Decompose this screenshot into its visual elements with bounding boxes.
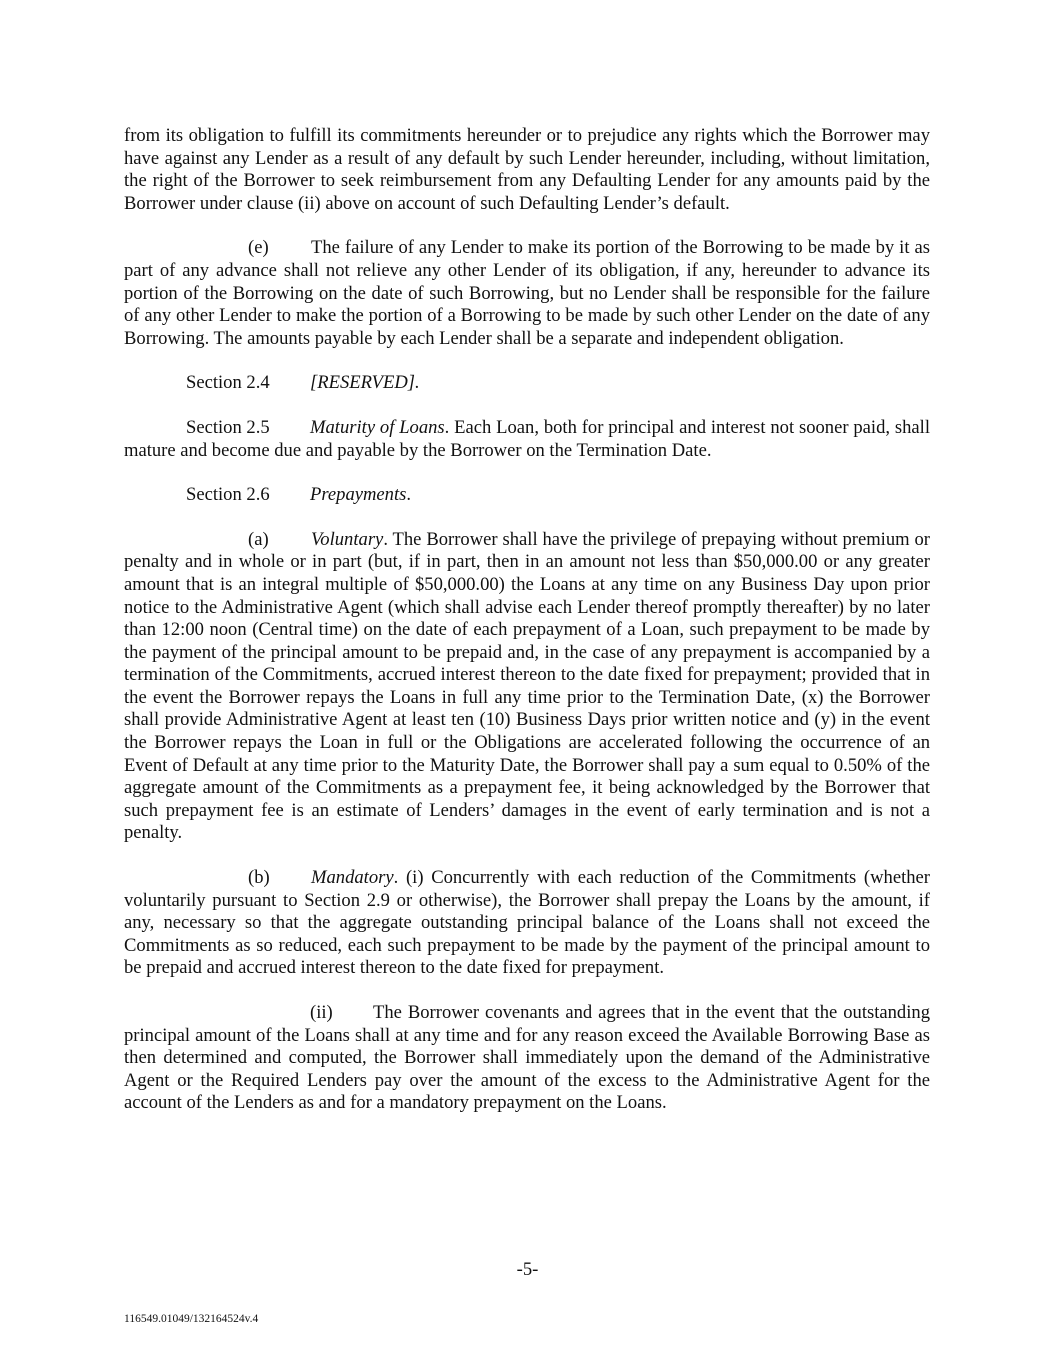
- document-id: 116549.01049/132164524v.4: [124, 1313, 259, 1325]
- paragraph-ii: [124, 1002, 930, 1115]
- document-body: [124, 125, 930, 1137]
- paragraph-text: . The Borrower shall have the privilege of prepaying without premium or penalty and in whole or in part (but, if in part, then in an amount not less than $50,000.00 or any greater amount that is an integral multiple of $50,000.00) the Loans at any time on any Business Day upon prior notice to the Administrative Agent (which shall advise each Lender thereof promptly thereafter) by no later than 12:00 noon (Central time) on the date of each prepayment of a Loan, such prepayment to be made by the payment of the principal amount to be prepaid and, in the case of any prepayment is accompanied by a termination of the Commitments, accrued interest thereon to the date fixed for prepayment; provided that in the event the Borrower repays the Loans in full any time prior to the Termination Date, (x) the Borrower shall provide Administrative Agent at least ten (10) Business Days prior written notice and (y) in the event the Borrower repays the Loan in full or the Obligations are accelerated following the occurrence of an Event of Default at any time prior to the Maturity Date, the Borrower shall pay a sum equal to 0.50% of the aggregate amount of the Commitments as a prepayment fee, it being acknowledged by the Borrower that such prepayment fee is an estimate of Lenders’ damages in the event of early termination and is not a penalty.: [124, 528, 930, 844]
- page-number: -5-: [516, 1259, 539, 1280]
- section-number: Section 2.5: [186, 416, 270, 438]
- section-number: Section 2.4: [186, 372, 270, 394]
- clause-label: (a): [248, 528, 269, 550]
- clause-label: (b): [248, 867, 270, 889]
- paragraph-continuation: [124, 125, 930, 215]
- section-number: Section 2.6: [186, 484, 270, 506]
- section-2-4: [124, 372, 930, 395]
- clause-title: Mandatory: [311, 867, 394, 889]
- clause-title: Voluntary: [311, 528, 384, 550]
- section-text: . Each Loan, both for principal and interest not sooner paid, shall mature and become due and payable by the Borrower on the Termination Date.: [124, 416, 930, 461]
- section-title: Maturity of Loans: [310, 416, 445, 438]
- section-title-period: .: [406, 484, 412, 506]
- paragraph-text: . (i) Concurrently with each reduction of the Commitments (whether voluntarily pursuant to Section 2.9 or otherwise), the Borrower shall prepay the Loans by the amount, if any, necessary so that the aggregate outstanding principal balance of the Loans shall not exceed the Commitments as so reduced, each such prepayment to be made by the payment of the principal amount to be prepaid and accrued interest thereon to the date fixed for prepayment.: [124, 867, 930, 979]
- paragraph-text: from its obligation to fulfill its commitments hereunder or to prejudice any rights which the Borrower may have against any Lender as a result of any default by such Lender hereunder, including, without limitation, the right of the Borrower to seek reimbursement from any Defaulting Lender for any amounts paid by the Borrower under clause (ii) above on account of such Defaulting Lender’s default.: [124, 125, 930, 214]
- section-title: Prepayments: [310, 484, 407, 506]
- paragraph-e: [124, 237, 930, 350]
- paragraph-text: The failure of any Lender to make its portion of the Borrowing to be made by it as part of any advance shall not relieve any other Lender of its obligation, if any, hereunder to advance its portion of the Borrowing on the date of such Borrowing, but no Lender shall be responsible for the failure of any other Lender to make the portion of a Borrowing to be made by such other Lender on the date of any Borrowing. The amounts payable by each Lender shall be a separate and independent obligation.: [124, 237, 930, 349]
- section-2-6: [124, 484, 930, 507]
- paragraph-a: [124, 529, 930, 845]
- clause-label: (e): [248, 237, 269, 259]
- paragraph-b: [124, 867, 930, 980]
- clause-label: (ii): [310, 1002, 333, 1023]
- paragraph-text: The Borrower covenants and agrees that in the event that the outstanding principal amount of the Loans shall at any time and for any reason exceed the Available Borrowing Base as then determined and computed, the Borrower shall immediately upon the demand of the Administrative Agent or the Required Lenders pay over the amount of the excess to the Administrative Agent for the account of the Lenders as and for a mandatory prepayment on the Loans.: [124, 1002, 930, 1114]
- section-2-5: [124, 417, 930, 462]
- section-title: [RESERVED].: [310, 372, 420, 394]
